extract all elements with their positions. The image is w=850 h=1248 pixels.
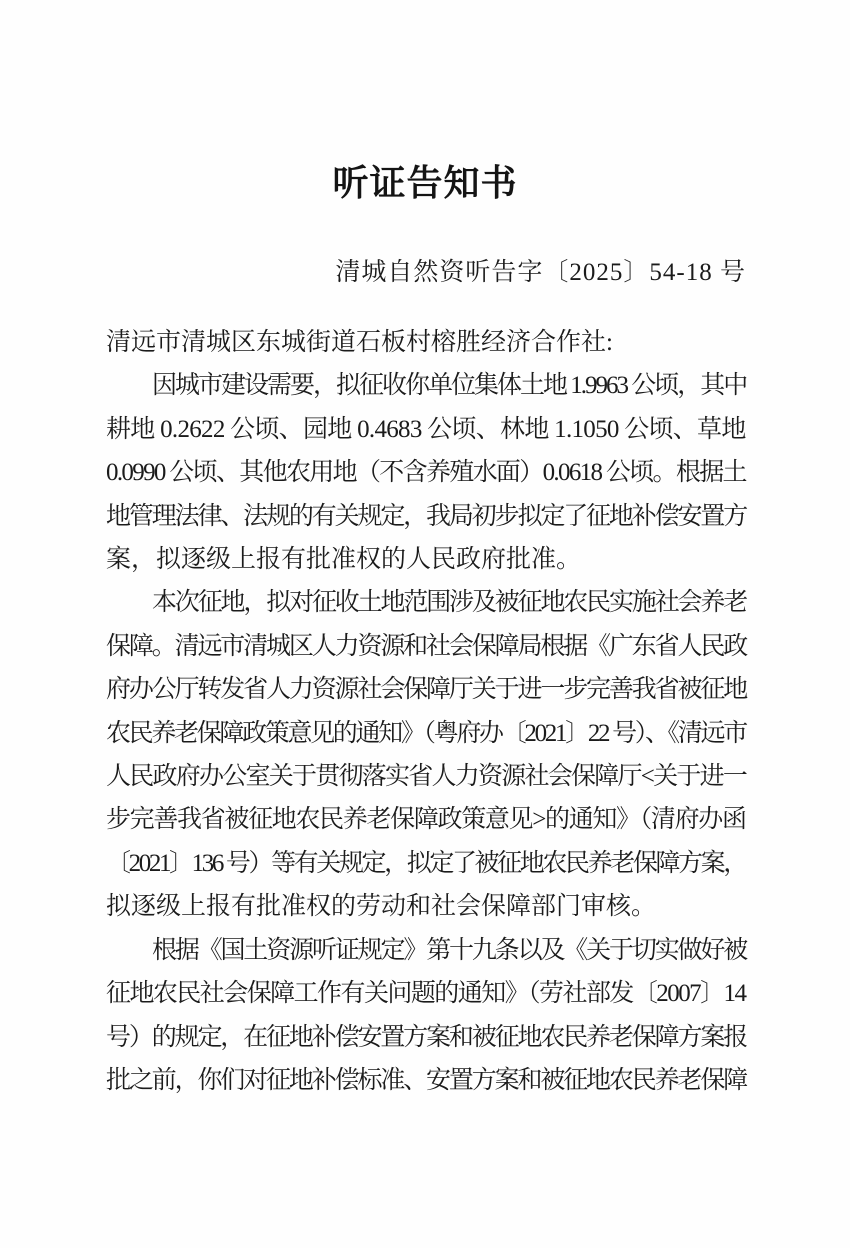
document-line: 征地农民社会保障工作有关问题的通知》（劳社部发〔2007〕14 [106,980,746,1008]
document-line: 人民政府办公室关于贯彻落实省人力资源社会保障厅<关于进一 [106,763,747,791]
document-number: 清城自然资听告字〔2025〕54-18 号 [335,259,746,286]
document-line: 本次征地，拟对征收土地范围涉及被征地农民实施社会养老 [152,589,747,617]
document-line: 批之前，你们对征地补偿标准、安置方案和被征地农民养老保障 [106,1066,747,1094]
document-line: 府办公厅转发省人力资源社会保障厅关于进一步完善我省被征地 [106,676,747,704]
addressee-line: 清远市清城区东城街道石板村榕胜经济合作社: [106,329,613,356]
document-line: 耕地 0.2622 公顷、园地 0.4683 公顷、林地 1.1050 公顷、草地 [106,415,746,443]
document-line: 0.0990 公顷、其他农用地（不含养殖水面）0.0618 公顷。根据土 [106,459,746,487]
document-line: 因城市建设需要，拟征收你单位集体土地 1.9963 公顷，其中 [152,372,747,400]
document-line: 案，拟逐级上报有批准权的人民政府批准。 [106,546,582,574]
document-line: 号）的规定，在征地补偿安置方案和被征地农民养老保障方案报 [106,1023,747,1051]
document-line: 保障。清远市清城区人力资源和社会保障局根据《广东省人民政 [106,632,747,660]
document-title: 听证告知书 [332,162,518,203]
document-line: 步完善我省被征地农民养老保障政策意见>的通知》（清府办函 [106,806,746,834]
document-line: 〔2021〕136 号）等有关规定，拟定了被征地农民养老保障方案， [106,849,746,877]
document-line: 拟逐级上报有批准权的劳动和社会保障部门审核。 [106,893,657,921]
document-line: 地管理法律、法规的有关规定，我局初步拟定了征地补偿安置方 [106,502,747,530]
document-line: 根据《国土资源听证规定》第十九条以及《关于切实做好被 [152,936,747,964]
document-line: 农民养老保障政策意见的通知》（粤府办〔2021〕22 号）、《清远市 [106,719,746,747]
document-body [106,321,746,1102]
